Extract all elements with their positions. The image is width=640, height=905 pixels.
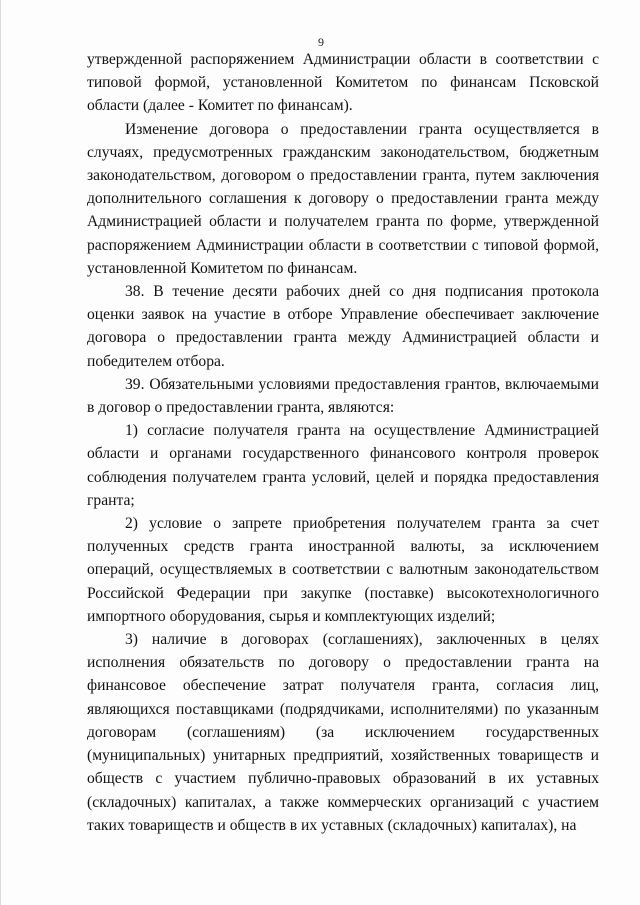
page-number: 9 — [318, 35, 324, 49]
paragraph-condition-3: 3) наличие в договорах (соглашениях), заключенных в целях исполнения обязательств по договору о предоставлении гранта на финансовое обеспечение затрат получателя гранта, согласия лиц, являющихся поставщиками (подрядчиками, исполнителями) по указанным договорам (соглашениям) (за исключением государственных (муниципальных) унитарных предприятий, хозяйственных товариществ и обществ с участием публично-правовых образований в их уставных (складочных) капиталах, а также коммерческих организаций с участием таких товариществ и обществ в их уставных (складочных) капиталах), на — [87, 631, 599, 834]
paragraph-condition-2: 2) условие о запрете приобретения получателем гранта за счет полученных средств гранта иностранной валюты, за исключением операций, осуществляемых в соответствии с валютным законодательством Российской Федерации при закупке (поставке) высокотехнологичного импортного оборудования, сырья и комплектующих изделий; — [87, 515, 599, 625]
document-body — [87, 48, 599, 837]
paragraph-continuation: утвержденной распоряжением Администрации области в соответствии с типовой формой, установленной Комитетом по финансам Псковской области (далее - Комитет по финансам). — [87, 51, 599, 115]
paragraph-item-38: 38. В течение десяти рабочих дней со дня подписания протокола оценки заявок на участие в отборе Управление обеспечивает заключение договора о предоставлении гранта между Администрацией области и победителем отбора. — [87, 283, 599, 370]
paragraph-item-39: 39. Обязательными условиями предоставления грантов, включаемыми в договор о предоставлении гранта, являются: — [87, 375, 599, 417]
paragraph-condition-1: 1) согласие получателя гранта на осуществление Администрацией области и органами государственного финансового контроля проверок соблюдения получателем гранта условий, целей и порядка предоставления гранта; — [87, 422, 599, 509]
paragraph-contract-amendment: Изменение договора о предоставлении гранта осуществляется в случаях, предусмотренных гражданским законодательством, бюджетным законодательством, договором о предоставлении гранта, путем заключения дополнительного соглашения к договору о предоставлении гранта между Администрацией области и получателем гранта по форме, утвержденной распоряжением Администрации области в соответствии с типовой формой, установленной Комитетом по финансам. — [87, 120, 599, 277]
